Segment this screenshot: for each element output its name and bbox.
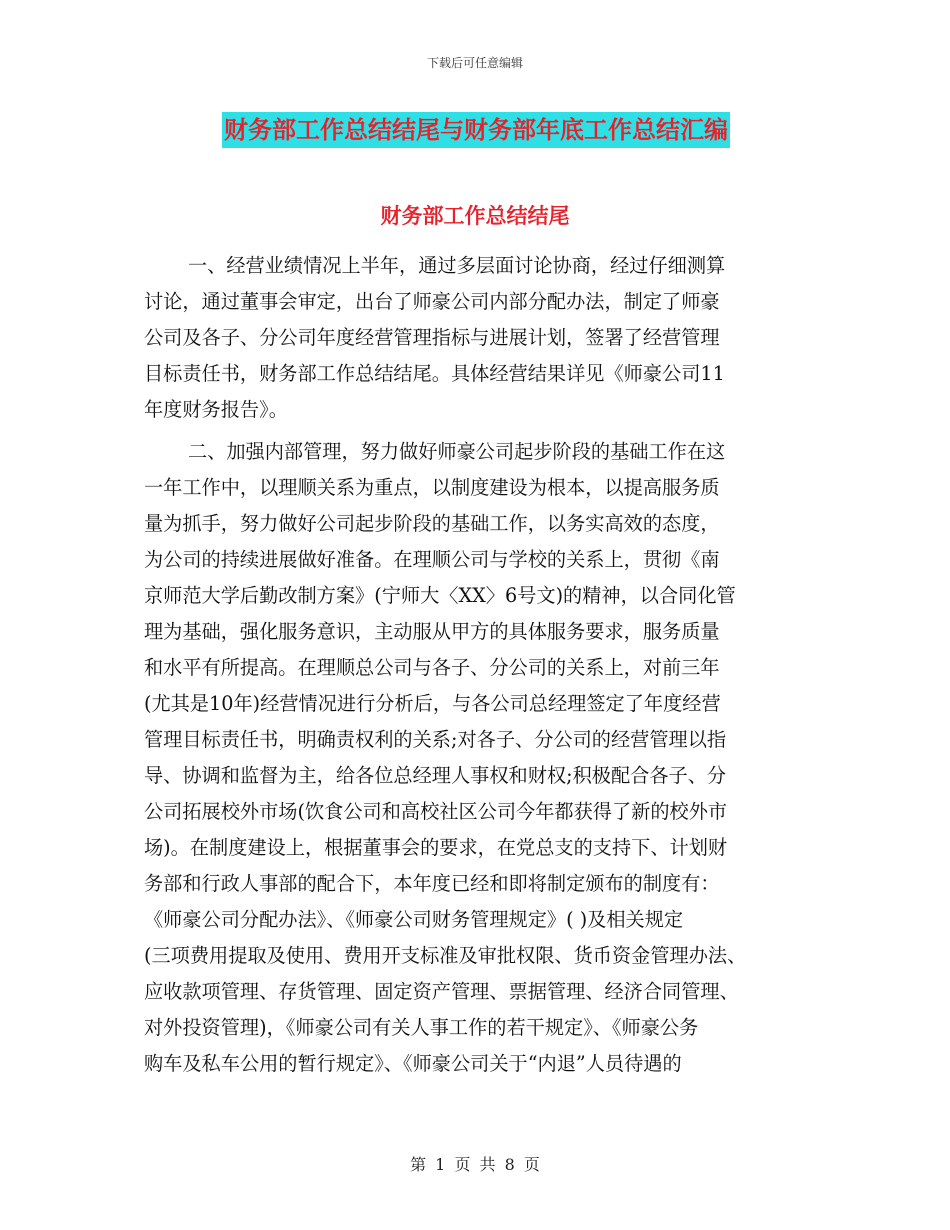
text-line: 一年工作中，以理顺关系为重点，以制度建设为根本，以提高服务质 [144,476,720,499]
text-line: 年度财务报告》。 [144,398,288,421]
text-line: 和水平有所提高。在理顺总公司与各子、分公司的关系上，对前三年 [144,656,720,679]
text-line: 《师豪公司分配办法》、《师豪公司财务管理规定》( )及相关规定 [144,908,684,931]
section-title: 财务部工作总结结尾 [380,203,570,228]
text-line: 场)。在制度建设上，根据董事会的要求，在党总支的支持下、计划财 [144,836,728,859]
text-line: 为公司的持续进展做好准备。在理顺公司与学校的关系上，贯彻《南 [144,548,720,571]
text-line: 量为抓手，努力做好公司起步阶段的基础工作，以务实高效的态度， [144,512,720,535]
paragraph [144,434,824,1082]
text-line: 导、协调和监督为主，给各位总经理人事权和财权;积极配合各子、分 [144,764,727,787]
text-line: 应收款项管理、存货管理、固定资产管理、票据管理、经济合同管理、 [144,980,739,1003]
text-line: 讨论，通过董事会审定，出台了师豪公司内部分配办法，制定了师豪 [144,290,720,313]
page-footer: 第 1 页 共 8 页 [410,1155,540,1174]
text-line: 一、经营业绩情况上半年，通过多层面讨论协商，经过仔细测算 [188,254,726,277]
text-line: 京师范大学后勤改制方案》(宁师大〈XX〉6号文)的精神，以合同化管 [144,584,736,607]
header-note: 下载后可任意编辑 [426,56,523,70]
text-line: 管理目标责任书，明确责权利的关系;对各子、分公司的经营管理以指 [144,728,727,751]
text-line: 公司拓展校外市场(饮食公司和高校社区公司今年都获得了新的校外市 [144,800,728,823]
paragraph [144,248,824,428]
text-line: 目标责任书，财务部工作总结结尾。具体经营结果详见《师豪公司11 [144,362,725,385]
text-line: 对外投资管理)，《师豪公司有关人事工作的若干规定》、《师豪公务 [144,1016,699,1039]
body-text [144,248,824,1082]
text-line: (尤其是10年)经营情况进行分析后，与各公司总经理签定了年度经营 [144,692,721,715]
text-line: 公司及各子、分公司年度经营管理指标与进展计划，签署了经营管理 [144,326,720,349]
text-line: 务部和行政人事部的配合下，本年度已经和即将制定颁布的制度有： [144,872,720,895]
text-line: 购车及私车公用的暂行规定》、《师豪公司关于“内退”人员待遇的 [144,1052,682,1075]
text-line: 理为基础，强化服务意识，主动服从甲方的具体服务要求，服务质量 [144,620,720,643]
text-line: 二、加强内部管理，努力做好师豪公司起步阶段的基础工作在这 [188,440,726,463]
text-line: (三项费用提取及使用、费用开支标准及审批权限、货币资金管理办法、 [144,944,747,967]
document-title: 财务部工作总结结尾与财务部年底工作总结汇编 [222,112,730,148]
